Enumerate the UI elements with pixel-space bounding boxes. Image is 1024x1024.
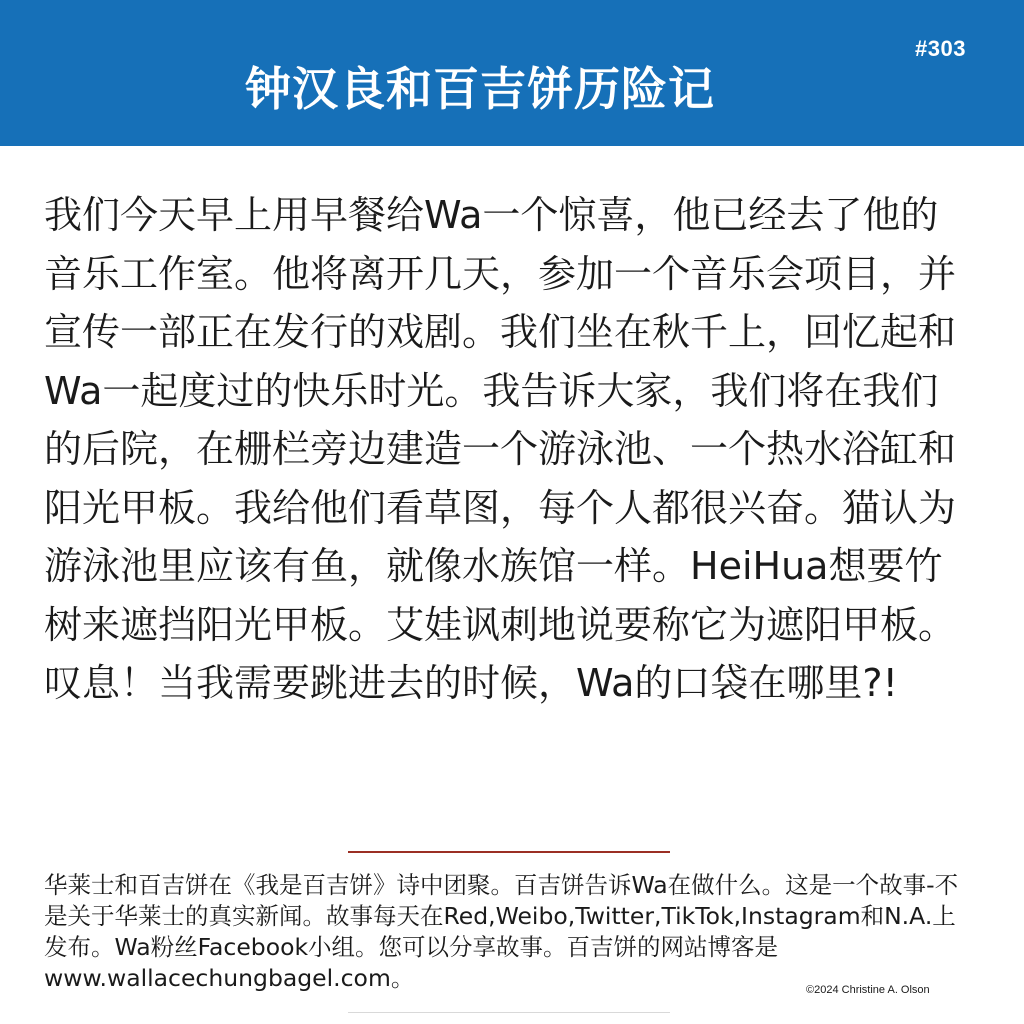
story-text: 我们今天早上用早餐给Wa一个惊喜，他已经去了他的音乐工作室。他将离开几天，参加一个音乐会项目，并宣传一部正在发行的戏剧。我们坐在秋千上，回忆起和Wa一起度过的快乐时光。我告诉大家，我们将在我们的后院，在栅栏旁边建造一个游泳池、一个热水浴缸和阳光甲板。我给他们看草图，每个人都很兴奋。猫认为游泳池里应该有鱼，就像水族馆一样。HeiHua想要竹树来遮挡阳光甲板。艾娃讽刺地说要称它为遮阳甲板。叹息！当我需要跳进去的时候，Wa的口袋在哪里?! — [44, 193, 957, 705]
header-banner — [0, 0, 1024, 146]
bottom-divider — [348, 1012, 670, 1013]
episode-number: #303 — [915, 36, 966, 61]
section-divider — [348, 851, 670, 853]
footer-note: 华莱士和百吉饼在《我是百吉饼》诗中团聚。百吉饼告诉Wa在做什么。这是一个故事-不是关于华莱士的真实新闻。故事每天在Red,Weibo,Twitter,TikTok,Instagram和N.A.上发布。Wa粉丝Facebook小组。您可以分享故事。百吉饼的网站博客是www.wallacechungbagel.com。 — [44, 871, 959, 992]
page-title: 钟汉良和百吉饼历险记 — [245, 62, 715, 116]
copyright-notice: ©2024 Christine A. Olson — [806, 984, 930, 996]
